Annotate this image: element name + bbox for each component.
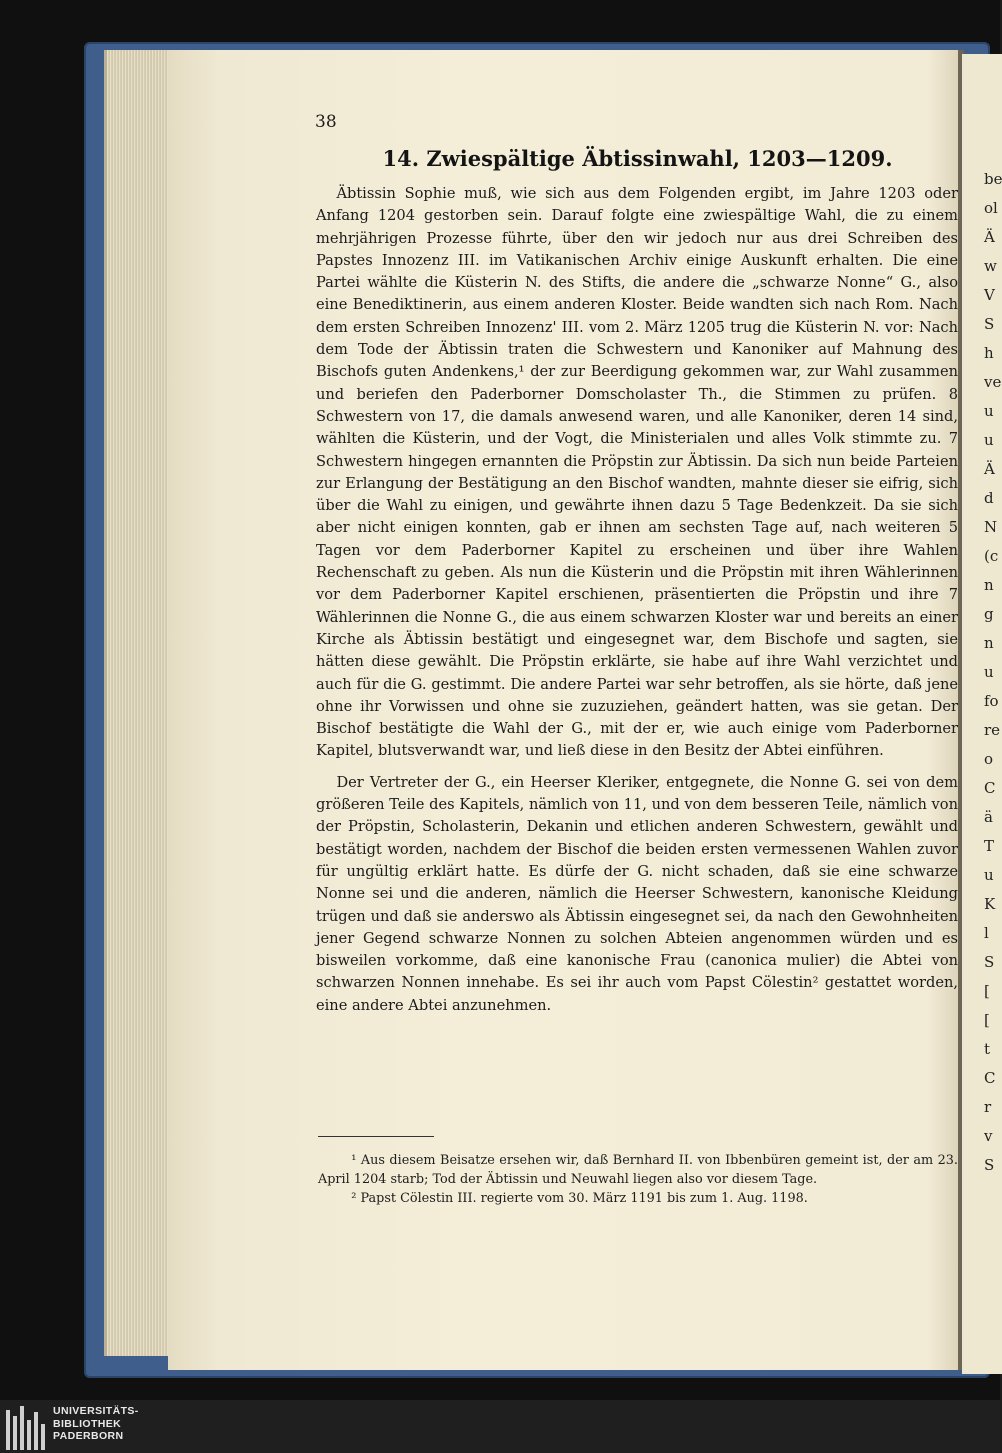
- next-page-fragment: u: [984, 431, 994, 449]
- chapter-heading: 14. Zwiespältige Äbtissinwahl, 1203—1209.: [382, 146, 893, 171]
- next-page-fragment: l: [984, 924, 989, 942]
- next-page-fragment: N: [984, 518, 998, 536]
- next-page-fragment: C: [984, 779, 996, 797]
- next-page-fragment: re: [984, 721, 1001, 739]
- library-logo-icon: [4, 1404, 48, 1450]
- next-page-strip: [962, 54, 1002, 1374]
- next-page-fragment: [: [984, 982, 990, 1000]
- next-page-fragment: n: [984, 576, 994, 594]
- next-page-fragment: d: [984, 489, 994, 507]
- next-page-fragment: S: [984, 315, 995, 333]
- footnotes: [318, 1151, 958, 1208]
- next-page-fragment: T: [984, 837, 995, 855]
- footnote-1: ¹ Aus diesem Beisatze ersehen wir, daß Bernhard II. von Ibbenbüren gemeint ist, der am 23. April 1204 starb; Tod der Äbtissin und Neuwahl liegen also vor diesem Tage.: [318, 1153, 958, 1187]
- library-name-line-1: UNIVERSITÄTS-: [53, 1405, 139, 1417]
- body-text: [316, 183, 958, 1017]
- next-page-fragment: v: [984, 1127, 993, 1145]
- next-page-fragment: S: [984, 953, 995, 971]
- page-number: 38: [315, 112, 337, 132]
- next-page-fragment: w: [984, 257, 997, 275]
- next-page-fragment: S: [984, 1156, 995, 1174]
- next-page-fragment: V: [984, 286, 995, 304]
- next-page-fragment: u: [984, 866, 994, 884]
- next-page-fragment: [: [984, 1011, 990, 1029]
- next-page-fragment: be: [984, 170, 1002, 188]
- next-page-fragment: r: [984, 1098, 992, 1116]
- next-page-fragment: o: [984, 750, 994, 768]
- library-name-line-2: BIBLIOTHEK: [53, 1417, 122, 1430]
- next-page-fragment: u: [984, 663, 994, 681]
- next-page-fragment: ol: [984, 199, 998, 217]
- paragraph-1: Äbtissin Sophie muß, wie sich aus dem Folgenden ergibt, im Jahre 1203 oder Anfang 1204 gestorben sein. Darauf folgte eine zwiespältige Wahl, die zu einem mehrjährigen Prozesse führte, über den wir jedoch nur aus drei Schreiben des Papstes Innozenz III. im Vatikanischen Archiv einige Auskunft erhalten. Die eine Partei wählte die Küsterin N. des Stifts, die andere die „schwarze Nonne“ G., also eine Benediktinerin, aus einem anderen Kloster. Beide wandten sich nach Rom. Nach dem ersten Schreiben Innozenz' III. vom 2. März 1205 trug die Küsterin N. vor: Nach dem Tode der Äbtissin traten die Schwestern und Kanoniker auf Mahnung des Bischofs guten Andenkens,¹ der zur Beerdigung gekommen war, zur Wahl zusammen und beriefen den Paderborner Domscholaster Th., die Stimmen zu prüfen. 8 Schwestern von 17, die damals anwesend waren, und alle Kanoniker, deren 14 sind, wählten die Küsterin, und der Vogt, die Ministerialen und alles Volk stimmte zu. 7 Schwestern hingegen ernannten die Pröpstin zur Äbtissin. Da sich nun beide Parteien zur Erlangung der Bestätigung an den Bischof wandten, mahnte dieser sie eifrig, sich über die Wahl zu einigen, und gewährte ihnen dazu 5 Tage Bedenkzeit. Da sie sich aber nicht einigen konnten, gab er ihnen am sechsten Tage auf, nach weiteren 5 Tagen vor dem Paderborner Kapitel zu erscheinen und über ihre Wahlen Rechenschaft zu geben. Als nun die Küsterin und die Pröpstin mit ihren Wählerinnen vor dem Paderborner Kapitel erschienen, präsentierten die Pröpstin und ihre 7 Wählerinnen die Nonne G., die aus einem schwarzen Kloster war und bereits an einer Kirche als Äbtissin bestätigt und eingesegnet war, dem Bischofe und sagten, sie hätten diese gewählt. Die Pröpstin erklärte, sie habe auf ihre Wahl verzichtet und auch für die G. gestimmt. Die andere Partei war sehr betroffen, als sie hörte, daß jene ohne ihr Vorwissen und ohne sie zuzuziehen, geändert hatten, was sie getan. Der Bischof bestätigte die Wahl der G., mit der er, wie auch einige vom Paderborner Kapitel, blutsverwandt war, und ließ diese in den Besitz der Abtei einführen.: [316, 185, 958, 760]
- next-page-fragment: h: [984, 344, 994, 362]
- footnote-rule: [318, 1136, 434, 1137]
- next-page-fragment: fo: [984, 692, 999, 710]
- next-page-fragment: K: [984, 895, 996, 913]
- library-footer: [0, 1400, 1000, 1453]
- next-page-fragment: C: [984, 1069, 996, 1087]
- next-page-fragment: Ä: [984, 228, 995, 246]
- next-page-fragment: ä: [984, 808, 993, 826]
- next-page-fragment: n: [984, 634, 994, 652]
- next-page-fragment: Ä: [984, 460, 995, 478]
- library-name-line-3: PADERBORN: [53, 1430, 124, 1442]
- next-page-fragment: u: [984, 402, 994, 420]
- paragraph-2: Der Vertreter der G., ein Heerser Kleriker, entgegnete, die Nonne G. sei von dem größeren Teile des Kapitels, nämlich von 11, und von dem besseren Teile, nämlich von der Pröpstin, Scholasterin, Dekanin und etlichen anderen Schwestern, gewählt und bestätigt worden, nachdem der Bischof die beiden ersten vermessenen Wahlen zuvor für ungültig erklärt hatte. Es dürfe der G. nicht schaden, daß sie eine schwarze Nonne sei und die anderen, nämlich die Heerser Schwestern, kanonische Kleidung trügen und daß sie anderswo als Äbtissin eingesegnet sei, da nach den Gewohnheiten jener Gegend schwarze Nonnen zu solchen Abteien angenommen würden und es bisweilen vorkomme, daß eine kanonische Frau (canonica mulier) die Abtei von schwarzen Nonnen innehabe. Es sei ihr auch vom Papst Cölestin² gestattet worden, eine andere Abtei anzunehmen.: [316, 773, 958, 1014]
- footnote-2: ² Papst Cölestin III. regierte vom 30. März 1191 bis zum 1. Aug. 1198.: [351, 1191, 808, 1206]
- next-page-fragment: g: [984, 605, 994, 623]
- next-page-fragment: t: [984, 1040, 991, 1058]
- next-page-fragment: ve: [984, 373, 1002, 391]
- page-edges: [104, 50, 177, 1356]
- library-name: [53, 1405, 139, 1443]
- next-page-fragment: (c: [984, 547, 999, 565]
